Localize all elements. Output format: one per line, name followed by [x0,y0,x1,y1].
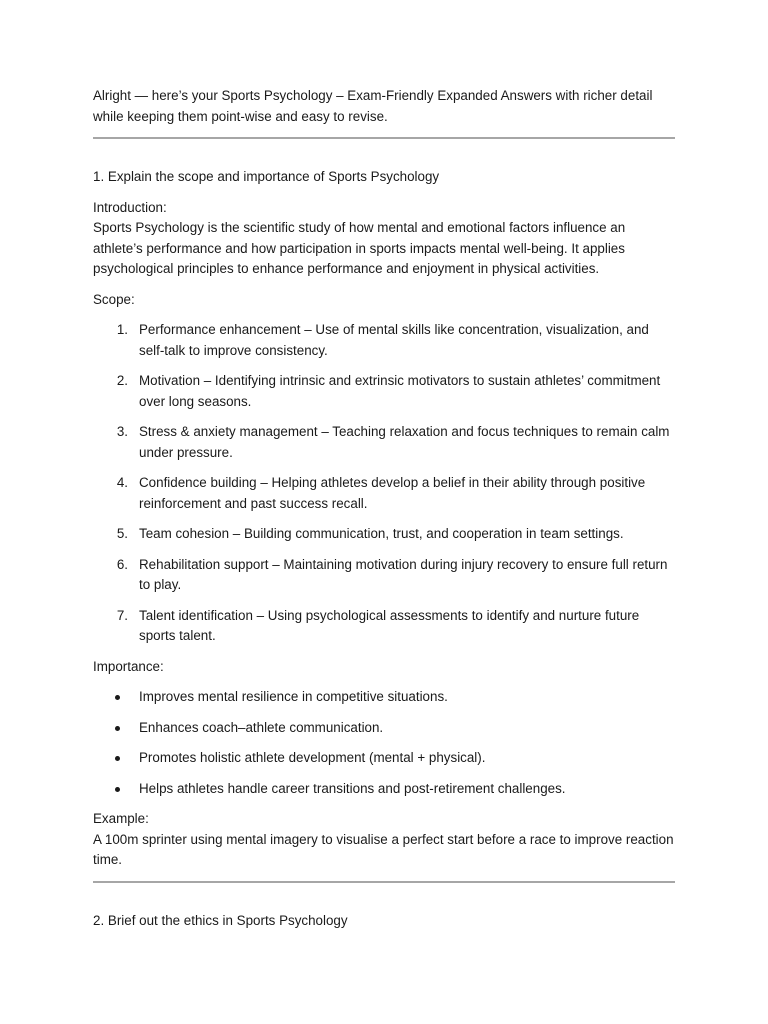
list-item-text: Talent identification – Using psychological assessments to identify and nurture future sports talent. [139,607,640,643]
list-item [93,320,675,361]
importance-label: Importance: [93,658,164,674]
list-item-text: Enhances coach–athlete communication. [139,719,384,735]
list-item-text: Helps athletes handle career transitions and post-retirement challenges. [139,780,566,796]
bullet-icon [115,787,120,792]
horizontal-rule [93,881,675,883]
list-number: 4. [116,475,128,490]
example-block [93,809,675,871]
list-item [93,779,675,800]
list-number: 6. [116,556,128,572]
example-label: Example: [93,811,149,826]
scope-list [93,320,675,647]
list-number: 7. [116,607,128,623]
list-item-text: Confidence building – Helping athletes develop a belief in their ability through positive reinforcement and past success recall. [139,475,646,511]
list-item-text: Stress & anxiety management – Teaching relaxation and focus techniques to remain calm under pressure. [139,424,670,460]
list-item-text: Improves mental resilience in competitive situations. [139,689,448,704]
bullet-icon [115,756,120,761]
list-number: 2. [116,373,128,388]
list-number: 3. [116,424,128,439]
intro-paragraph: Alright — here’s your Sports Psychology – Exam-Friendly Expanded Answers with richer detail while keeping them point-wise and easy to revise. [93,88,653,124]
bullet-icon [115,726,120,731]
introduction-block [93,198,675,280]
list-number: 5. [116,526,128,541]
list-item [93,422,675,463]
importance-list [93,687,675,799]
list-item-text: Motivation – Identifying intrinsic and extrinsic motivators to sustain athletes’ commitment over long seasons. [139,373,661,409]
list-item [93,473,675,514]
list-item [93,718,675,739]
list-item-text: Rehabilitation support – Maintaining motivation during injury recovery to ensure full return to play. [139,556,668,592]
list-item-text: Performance enhancement – Use of mental skills like concentration, visualization, and self-talk to improve consistency. [139,322,649,358]
bullet-icon [115,695,120,700]
horizontal-rule [93,137,675,139]
section-1-heading: 1. Explain the scope and importance of Sports Psychology [93,169,440,184]
introduction-text: Sports Psychology is the scientific study of how mental and emotional factors influence an athlete’s performance and how participation in sports impacts mental well-being. It applies psychological principles to enhance performance and enjoyment in physical activities. [93,220,626,276]
list-item [93,371,675,412]
scope-label: Scope: [93,291,135,307]
section-2-heading: 2. Brief out the ethics in Sports Psychology [93,912,348,928]
list-item-text: Team cohesion – Building communication, trust, and cooperation in team settings. [139,526,624,541]
list-item [93,606,675,647]
introduction-label: Introduction: [93,199,167,215]
list-item [93,524,675,545]
list-item-text: Promotes holistic athlete development (mental + physical). [139,750,486,765]
list-number: 1. [116,322,128,337]
list-item [93,748,675,769]
list-item [93,687,675,708]
example-text: A 100m sprinter using mental imagery to visualise a perfect start before a race to improve reaction time. [93,831,674,867]
list-item [93,555,675,596]
